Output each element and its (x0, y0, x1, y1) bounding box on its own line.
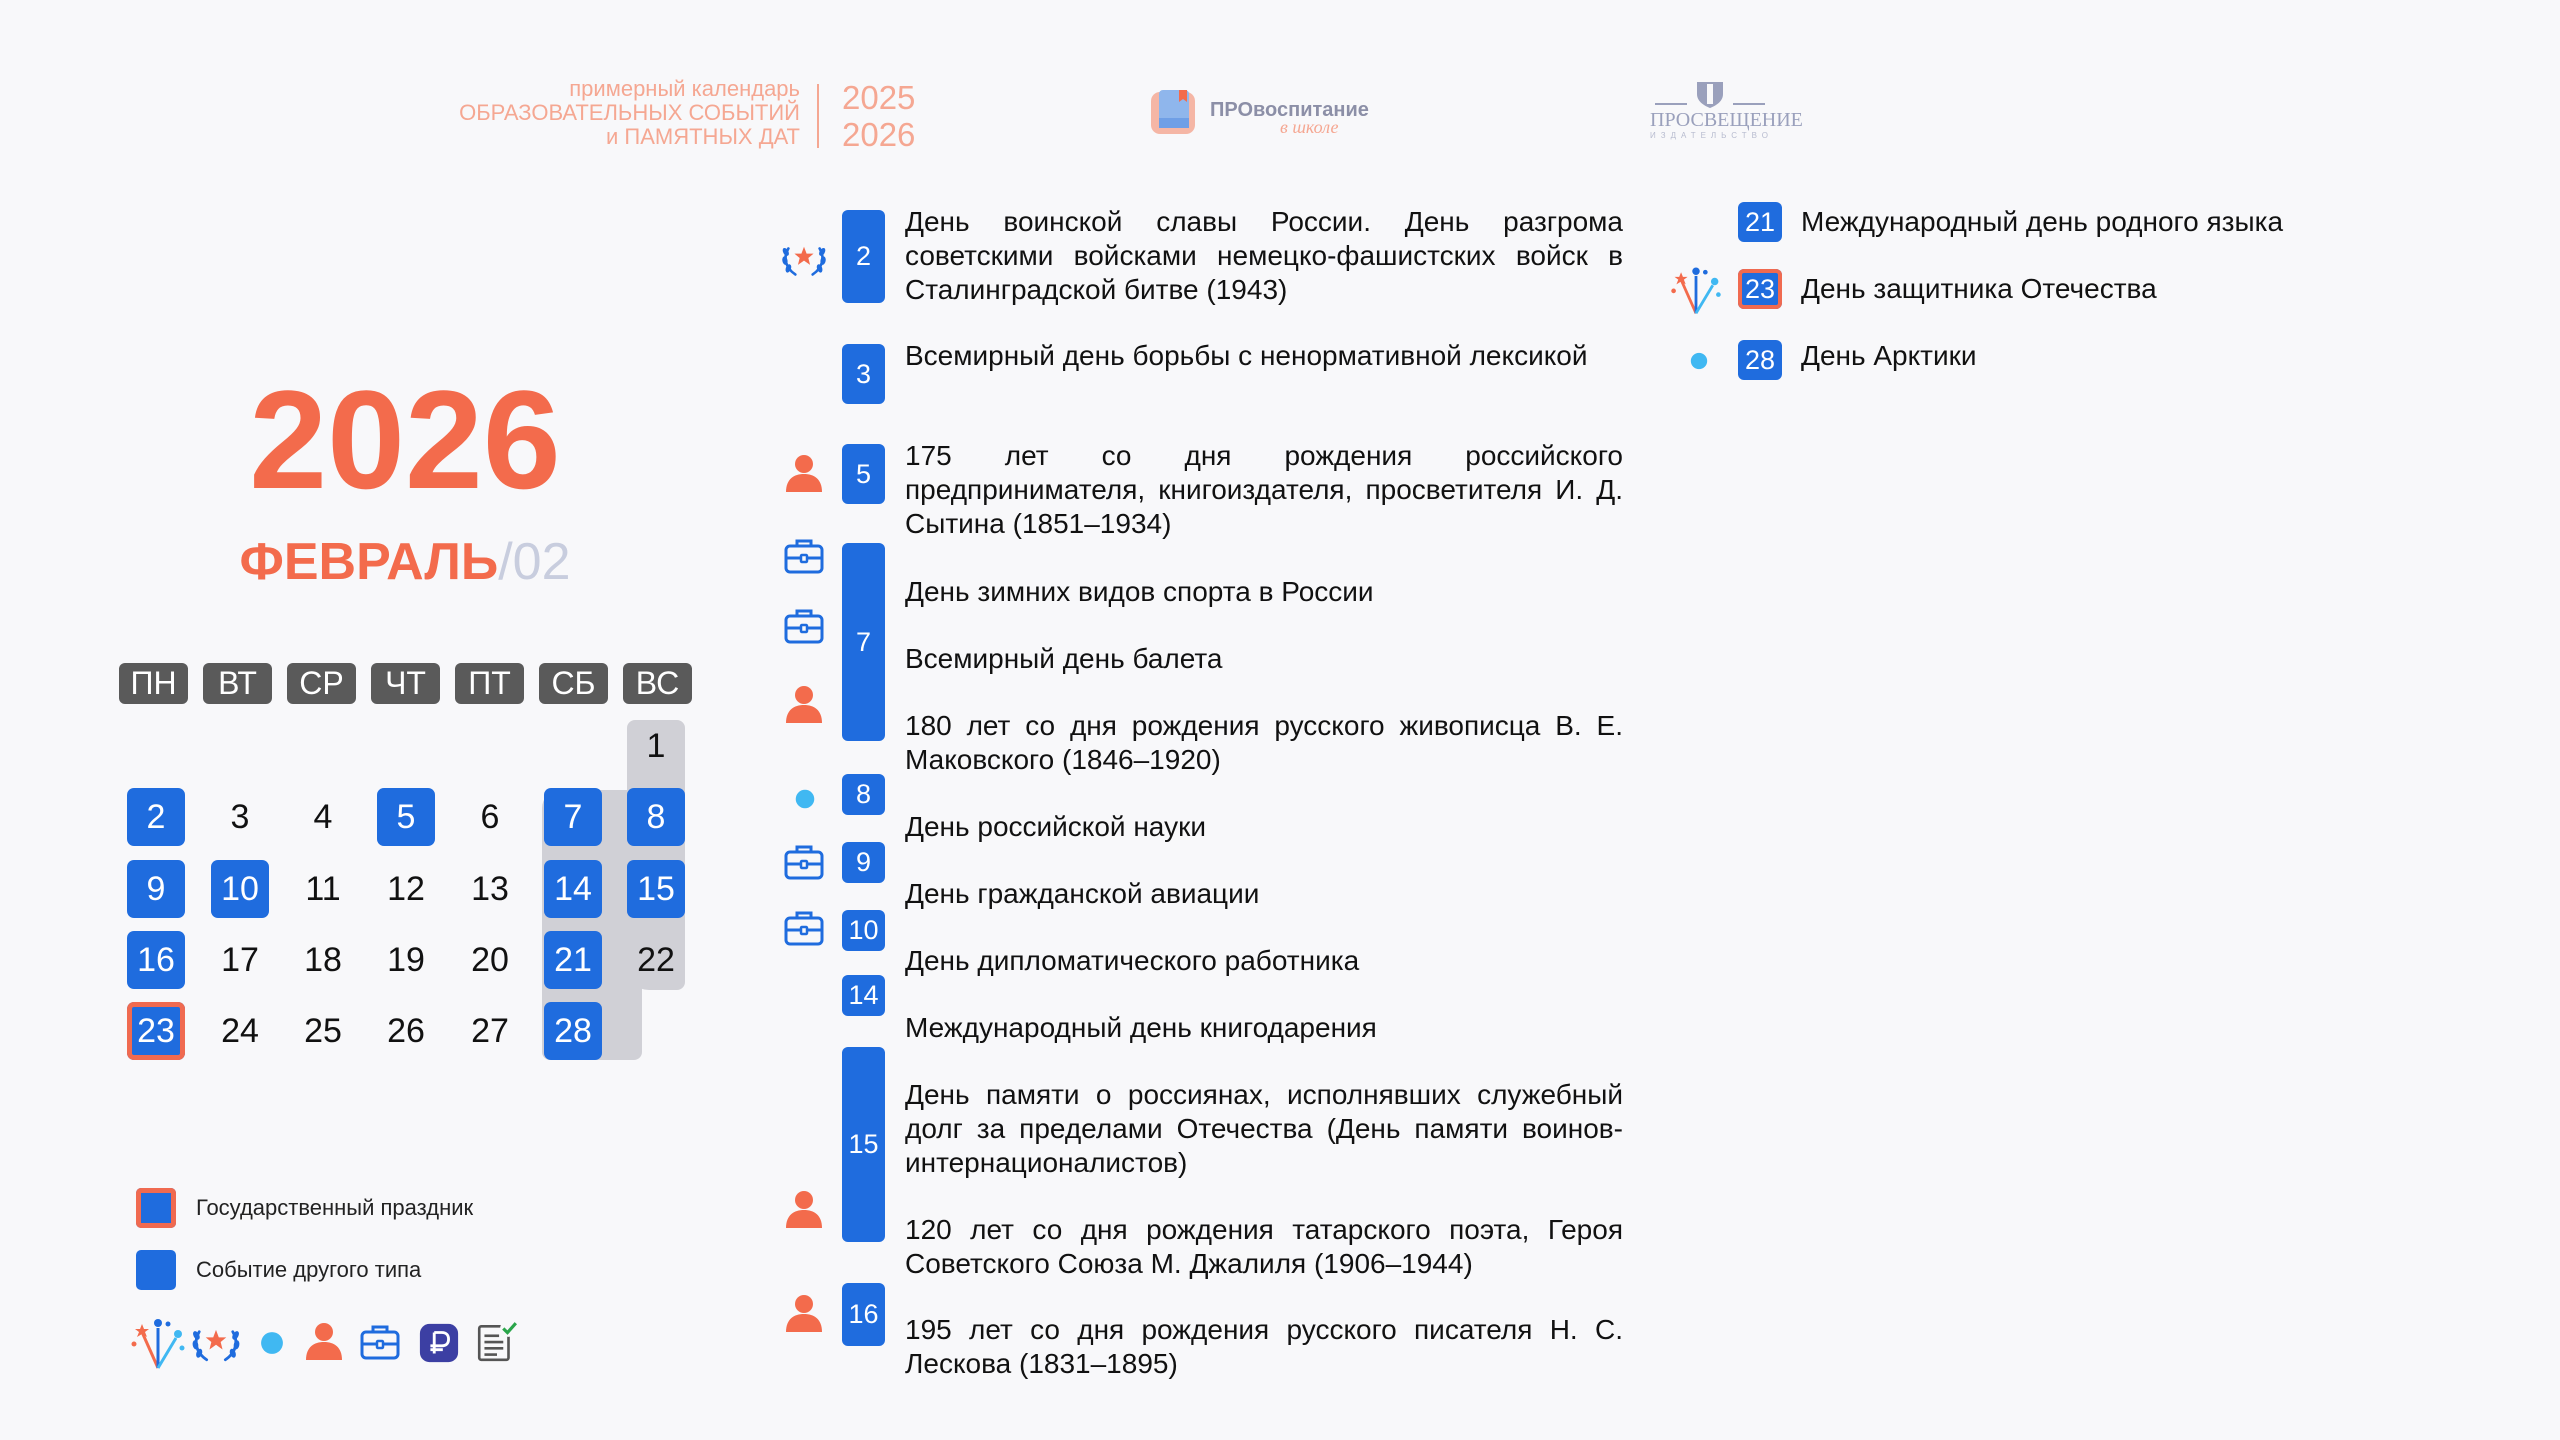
document-check-icon (474, 1318, 520, 1364)
event-text: День памяти о россиянах, исполнявших служебный долг за пределами Отечества (День памяти воинов-интернационалистов) (905, 1079, 1623, 1178)
event-text: 175 лет со дня рождения российского предпринимателя, книгоиздателя, просветителя И. Д. Сытина (1851–1934) (905, 440, 1623, 539)
dot-icon (788, 782, 822, 816)
event-text: День гражданской авиации (905, 878, 1260, 909)
event-text: 120 лет со дня рождения татарского поэта, Героя Советского Союза М. Джалиля (1906–1944) (905, 1214, 1623, 1279)
calendar-day: 16 (127, 931, 185, 989)
calendar-day: 2 (127, 788, 185, 846)
date-bar: 3 (842, 344, 885, 404)
header-line-1: примерный календарь (569, 76, 800, 101)
header-years (842, 79, 915, 153)
date-bar: 15 (842, 1047, 885, 1242)
calendar-day: 13 (471, 870, 509, 908)
pro-brand: ПРОвоспитание (1210, 99, 1369, 121)
event-text: День воинской славы России. День разгрома советскими войсками немецко-фашистских войск в Сталинградской битве (1943) (905, 206, 1623, 305)
date-box-holiday: 23 (1738, 269, 1782, 309)
calendar-day: 11 (305, 870, 341, 908)
weekday-wed: СР (287, 663, 356, 704)
briefcase-icon (358, 1320, 402, 1364)
prosveshchenie-sub: ИЗДАТЕЛЬСТВО (1650, 131, 1773, 140)
person-icon (782, 1188, 826, 1232)
date-bar: 16 (842, 1283, 885, 1346)
weekday-tue: ВТ (203, 663, 272, 704)
calendar-day: 15 (627, 860, 685, 918)
legend-other-swatch (136, 1250, 176, 1290)
event-text: 195 лет со дня рождения русского писателя Н. С. Лескова (1831–1895) (905, 1314, 1623, 1379)
calendar-day: 4 (313, 798, 333, 836)
dot-icon (1684, 346, 1714, 376)
briefcase-icon (782, 604, 826, 648)
weekday-sun: ВС (623, 663, 692, 704)
calendar-day: 8 (627, 788, 685, 846)
header-year-b: 2026 (842, 116, 916, 153)
weekday-thu: ЧТ (371, 663, 440, 704)
calendar-day: 9 (127, 860, 185, 918)
year-title: 2026 (249, 361, 561, 518)
date-bar: 9 (842, 842, 885, 883)
calendar-day: 19 (387, 941, 425, 979)
fireworks-icon (1668, 262, 1724, 316)
calendar-day: 5 (377, 788, 435, 846)
ruble-icon (418, 1322, 460, 1364)
date-bar: 7 (842, 543, 885, 741)
event-text: День дипломатического работника (905, 945, 1360, 976)
date-bar: 8 (842, 774, 885, 815)
event-text: День защитника Отечества (1801, 273, 2157, 304)
date-bar: 10 (842, 910, 885, 951)
book-logo-icon (1149, 88, 1197, 136)
calendar-day: 24 (221, 1012, 259, 1050)
briefcase-icon (782, 906, 826, 950)
calendar-day: 12 (387, 870, 425, 908)
calendar-day-holiday: 23 (127, 1002, 185, 1060)
legend-holiday-label: Государственный праздник (196, 1195, 474, 1220)
calendar-day: 27 (471, 1012, 509, 1050)
month-title (160, 532, 650, 592)
month-number: /02 (498, 533, 571, 591)
calendar-day: 7 (544, 788, 602, 846)
pro-brand-sub: в школе (1280, 117, 1339, 137)
prosveshchenie-brand: ПРОСВЕЩЕНИЕ (1650, 109, 1803, 131)
header-line-3: и ПАМЯТНЫХ ДАТ (606, 124, 800, 149)
event-text: День российской науки (905, 811, 1206, 842)
event-text: Международный день родного языка (1801, 206, 2284, 237)
date-bar: 14 (842, 975, 885, 1016)
person-icon (782, 452, 826, 496)
calendar-day: 1 (646, 727, 666, 765)
header-caption (420, 77, 800, 149)
header-separator (817, 84, 819, 148)
calendar-day: 20 (471, 941, 509, 979)
event-text: Всемирный день балета (905, 643, 1223, 674)
date-box: 21 (1738, 202, 1782, 242)
person-icon (782, 1292, 826, 1336)
person-icon (782, 683, 826, 727)
calendar-day: 10 (211, 860, 269, 918)
event-text: 180 лет со дня рождения русского живописца В. Е. Маковского (1846–1920) (905, 710, 1623, 775)
weekday-sat: СБ (539, 663, 608, 704)
event-text: Международный день книгодарения (905, 1012, 1377, 1043)
dot-icon (252, 1323, 292, 1363)
date-box: 28 (1738, 340, 1782, 380)
legend-other-label: Событие другого типа (196, 1257, 422, 1282)
header-year-a: 2025 (842, 79, 916, 116)
date-bar: 5 (842, 444, 885, 504)
briefcase-icon (782, 534, 826, 578)
legend-holiday-swatch (136, 1188, 176, 1228)
weekday-fri: ПТ (455, 663, 524, 704)
calendar-day: 17 (221, 941, 259, 979)
event-text: День зимних видов спорта в России (905, 576, 1374, 607)
calendar-day: 26 (387, 1012, 425, 1050)
calendar-day: 3 (230, 798, 250, 836)
laurel-star-icon (778, 236, 830, 280)
laurel-star-icon (188, 1318, 244, 1366)
date-bar: 2 (842, 210, 885, 303)
calendar-day: 22 (637, 941, 675, 979)
weekday-mon: ПН (119, 663, 188, 704)
calendar-day: 18 (304, 941, 342, 979)
month-name: ФЕВРАЛЬ (239, 533, 499, 591)
calendar-day: 21 (544, 931, 602, 989)
calendar-day: 25 (304, 1012, 342, 1050)
header-line-2: ОБРАЗОВАТЕЛЬНЫХ СОБЫТИЙ (459, 100, 800, 125)
fireworks-icon (128, 1314, 188, 1370)
event-text: Всемирный день борьбы с ненормативной лексикой (905, 340, 1588, 371)
person-icon (302, 1320, 346, 1364)
calendar-day: 14 (544, 860, 602, 918)
briefcase-icon (782, 840, 826, 884)
event-text: День Арктики (1801, 340, 1977, 371)
calendar-day: 28 (544, 1002, 602, 1060)
calendar-day: 6 (480, 798, 500, 836)
